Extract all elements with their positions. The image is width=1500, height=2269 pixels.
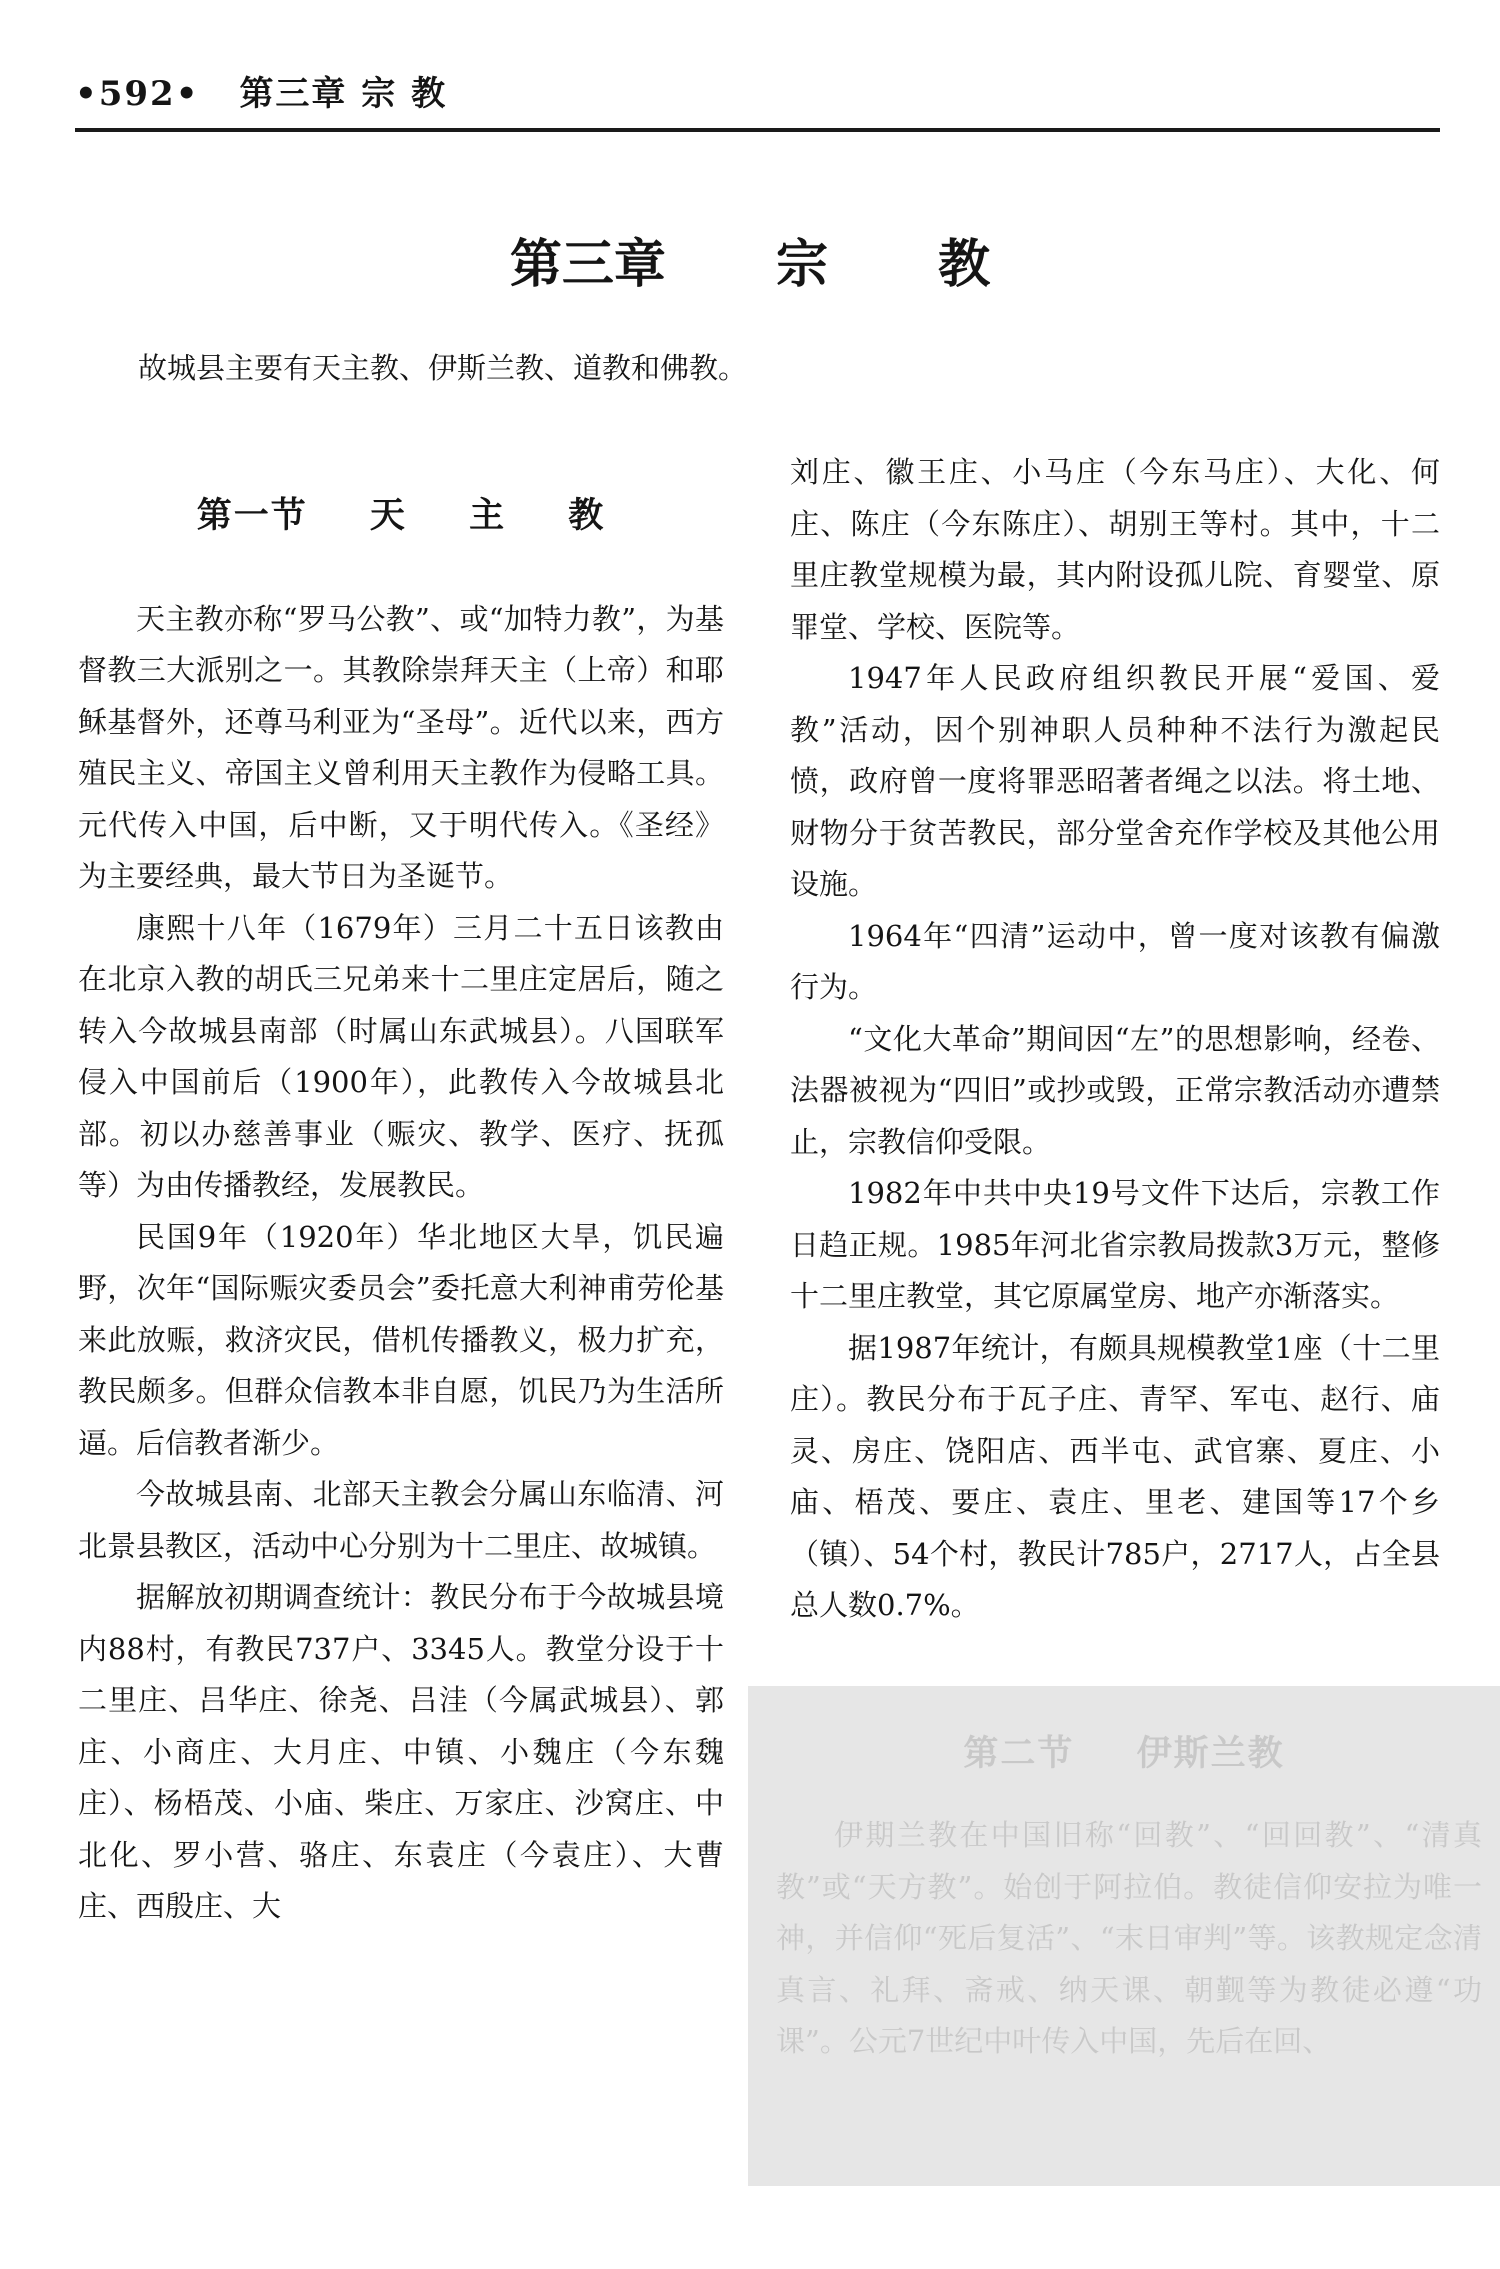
paragraph: 康熙十八年（1679年）三月二十五日该教由在北京入教的胡氏三兄弟来十二里庄定居后，随之转入今故城县南部（时属山东武城县）。八国联军侵入中国前后（1900年），此教传入今故城县北部。初以办慈善事业（赈灾、教学、医疗、抚孤等）为由传播教经，发展教民。 bbox=[78, 910, 724, 1202]
page-number: •592• bbox=[75, 74, 200, 114]
paragraph: 今故城县南、北部天主教会分属山东临清、河北景县教区，活动中心分别为十二里庄、故城镇。 bbox=[78, 1477, 724, 1563]
paragraph: 据解放初期调查统计：教民分布于今故城县境内88村，有教民737户、3345人。教堂分设于十二里庄、吕华庄、徐尧、吕洼（今属武城县）、郭庄、小商庄、大月庄、中镇、小魏庄（今东魏庄）、杨梧茂、小庙、柴庄、万家庄、沙窝庄、中北化、罗小营、骆庄、东袁庄（今袁庄）、大曹庄、西殷庄、大 bbox=[78, 1580, 724, 1923]
paragraph: 天主教亦称“罗马公教”、或“加特力教”，为基督教三大派别之一。其教除崇拜天主（上帝）和耶稣基督外，还尊马利亚为“圣母”。近代以来，西方殖民主义、帝国主义曾利用天主教作为侵略工具。元代传入中国，后中断，又于明代传入。《圣经》为主要经典，最大节日为圣诞节。 bbox=[78, 601, 724, 893]
left-column bbox=[78, 490, 724, 1933]
section-heading-islam: 第二节 伊斯兰教 bbox=[963, 1733, 1285, 1774]
shaded-section-islam bbox=[748, 1686, 1500, 2186]
chapter-intro: 故城县主要有天主教、伊斯兰教、道教和佛教。 bbox=[138, 351, 748, 385]
running-title: 第三章 宗 教 bbox=[239, 74, 448, 114]
chapter-title: 第三章 宗 教 bbox=[509, 234, 991, 295]
paragraph: 1982年中共中央19号文件下达后，宗教工作日趋正规。1985年河北省宗教局拨款3万元，整修十二里庄教堂，其它原属堂房、地产亦渐落实。 bbox=[790, 1176, 1440, 1313]
paragraph: 1964年“四清”运动中，曾一度对该教有偏激行为。 bbox=[790, 918, 1440, 1004]
right-column bbox=[790, 447, 1440, 1632]
paragraph: “文化大革命”期间因“左”的思想影响，经卷、法器被视为“四旧”或抄或毁，正常宗教活动亦遭禁止，宗教信仰受限。 bbox=[790, 1021, 1440, 1159]
section-heading-catholicism: 第一节 天 主 教 bbox=[196, 495, 606, 536]
paragraph: 民国9年（1920年）华北地区大旱，饥民遍野，次年“国际赈灾委员会”委托意大利神甫劳伦基来此放赈，救济灾民，借机传播教义，极力扩充，教民颇多。但群众信教本非自愿，饥民乃为生活所逼。后信教者渐少。 bbox=[78, 1219, 724, 1460]
paragraph: 1947年人民政府组织教民开展“爱国、爱教”活动，因个别神职人员种种不法行为激起民愤，政府曾一度将罪恶昭著者绳之以法。将土地、财物分于贫苦教民，部分堂舍充作学校及其他公用设施。 bbox=[790, 661, 1440, 901]
header-rule bbox=[75, 128, 1440, 132]
paragraph-continuation: 刘庄、徽王庄、小马庄（今东马庄）、大化、何庄、陈庄（今东陈庄）、胡别王等村。其中，十二里庄教堂规模为最，其内附设孤儿院、育婴堂、原罪堂、学校、医院等。 bbox=[790, 455, 1440, 644]
paragraph: 伊期兰教在中国旧称“回教”、“回回教”、“清真教”或“天方教”。始创于阿拉伯。教徒信仰安拉为唯一神，并信仰“死后复活”、“末日审判”等。该教规定念清真言、礼拜、斋戒、纳天课、朝觐等为教徒必遵“功课”。公元7世纪中叶传入中国，先后在回、 bbox=[776, 1818, 1482, 2058]
running-header bbox=[75, 66, 447, 115]
paragraph: 据1987年统计，有颇具规模教堂1座（十二里庄）。教民分布于瓦子庄、青罕、军屯、赵行、庙灵、房庄、饶阳店、西半屯、武官寨、夏庄、小庙、梧茂、要庄、袁庄、里老、建国等17个乡（镇）、54个村，教民计785户，2717人，占全县总人数0.7%。 bbox=[790, 1330, 1440, 1622]
